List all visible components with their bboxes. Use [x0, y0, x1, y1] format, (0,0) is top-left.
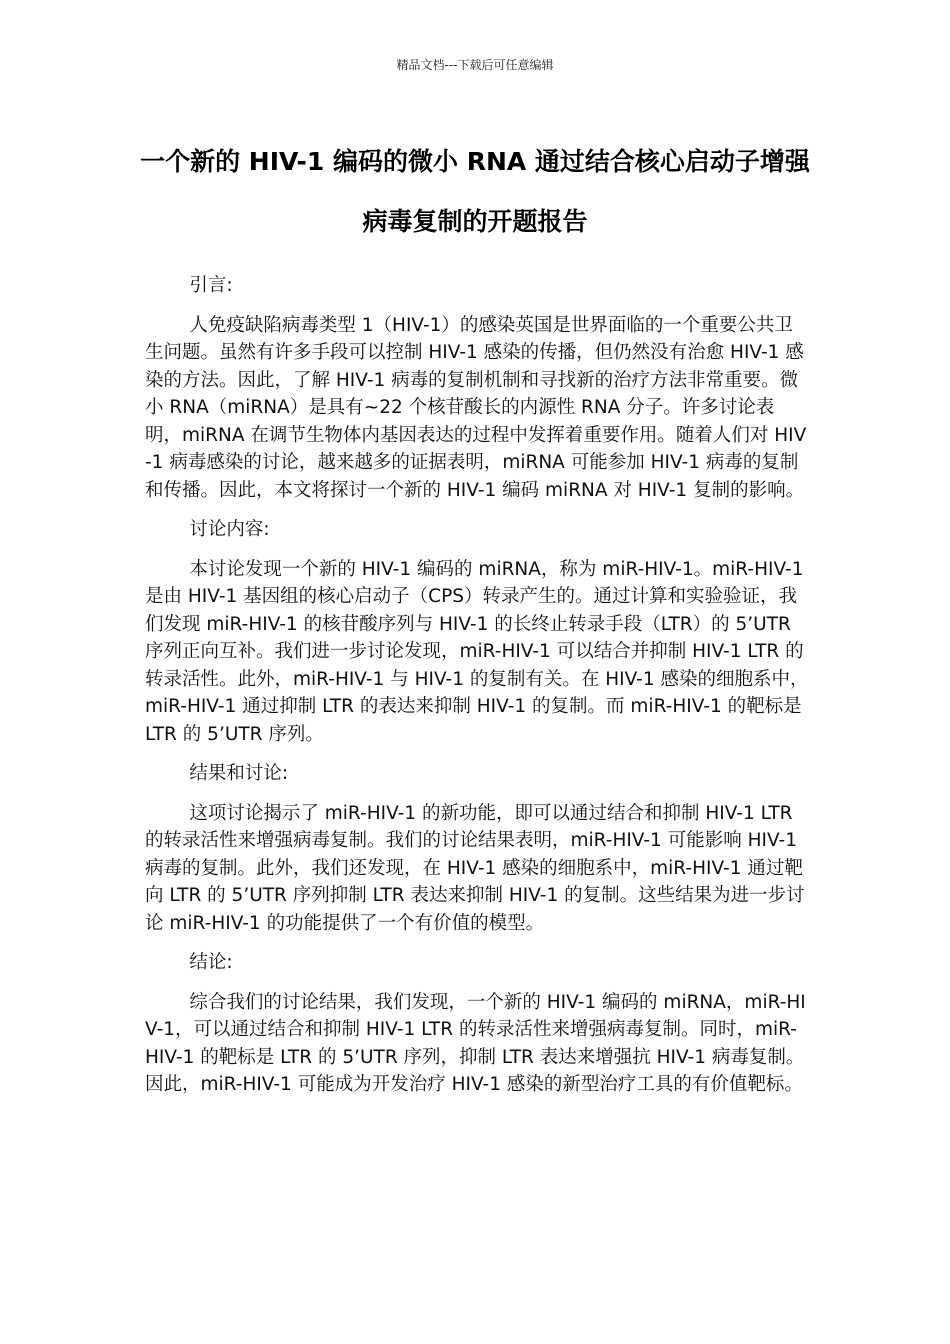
section-research-content — [145, 516, 810, 748]
section-paragraph: 人免疫缺陷病毒类型 1（HIV-1）的感染英国是世界面临的一个重要公共卫生问题。虽然有许多手段可以控制 HIV-1 感染的传播，但仍然没有治愈 HIV-1 感染的方法。因此，了解 HIV-1 病毒的复制机制和寻找新的治疗方法非常重要。微小 RNA（miRNA）是具有~22 个核苷酸长的内源性 RNA 分子。许多讨论表明，miRNA 在调节生物体内基因表达的过程中发挥着重要作用。随着人们对 HIV-1 病毒感染的讨论，越来越多的证据表明，miRNA 可能参加 HIV-1 病毒的复制和传播。因此，本文将探讨一个新的 HIV-1 编码 miRNA 对 HIV-1 复制的影响。 — [145, 314, 807, 501]
section-heading: 结果和讨论: — [189, 763, 289, 784]
section-heading: 结论: — [189, 952, 233, 973]
section-paragraph: 本讨论发现一个新的 HIV-1 编码的 miRNA，称为 miR-HIV-1。miR-HIV-1 是由 HIV-1 基因组的核心启动子（CPS）转录产生的。通过计算和实验验证，我们发现 miR-HIV-1 的核苷酸序列与 HIV-1 的长终止转录手段（LTR）的 5’UTR 序列正向互补。我们进一步讨论发现，miR-HIV-1 可以结合并抑制 HIV-1 LTR 的转录活性。此外，miR-HIV-1 与 HIV-1 的复制有关。在 HIV-1 感染的细胞系中，miR-HIV-1 通过抑制 LTR 的表达来抑制 HIV-1 的复制。而 miR-HIV-1 的靶标是 LTR 的 5’UTR 序列。 — [145, 558, 809, 745]
section-heading: 讨论内容: — [189, 519, 270, 540]
section-introduction — [145, 272, 810, 504]
section-conclusion — [145, 949, 810, 1099]
document-body — [145, 272, 810, 1111]
section-heading: 引言: — [189, 275, 233, 296]
section-paragraph: 综合我们的讨论结果，我们发现，一个新的 HIV-1 编码的 miRNA，miR-HIV-1，可以通过结合和抑制 HIV-1 LTR 的转录活性来增强病毒复制。同时，miR-HIV-1 的靶标是 LTR 的 5’UTR 序列，抑制 LTR 表达来增强抗 HIV-1 病毒复制。因此，miR-HIV-1 可能成为开发治疗 HIV-1 感染的新型治疗工具的有价值靶标。 — [145, 991, 806, 1095]
section-results-discussion — [145, 760, 810, 937]
header-note: 精品文档---下载后可任意编辑 — [396, 58, 554, 72]
document-title: 一个新的 HIV-1 编码的微小 RNA 通过结合核心启动子增强病毒复制的开题报告 — [140, 147, 810, 236]
section-paragraph: 这项讨论揭示了 miR-HIV-1 的新功能，即可以通过结合和抑制 HIV-1 LTR 的转录活性来增强病毒复制。我们的讨论结果表明，miR-HIV-1 可能影响 HIV-1 病毒的复制。此外，我们还发现，在 HIV-1 感染的细胞系中，miR-HIV-1 通过靶向 LTR 的 5’UTR 序列抑制 LTR 表达来抑制 HIV-1 的复制。这些结果为进一步讨论 miR-HIV-1 的功能提供了一个有价值的模型。 — [145, 802, 805, 934]
